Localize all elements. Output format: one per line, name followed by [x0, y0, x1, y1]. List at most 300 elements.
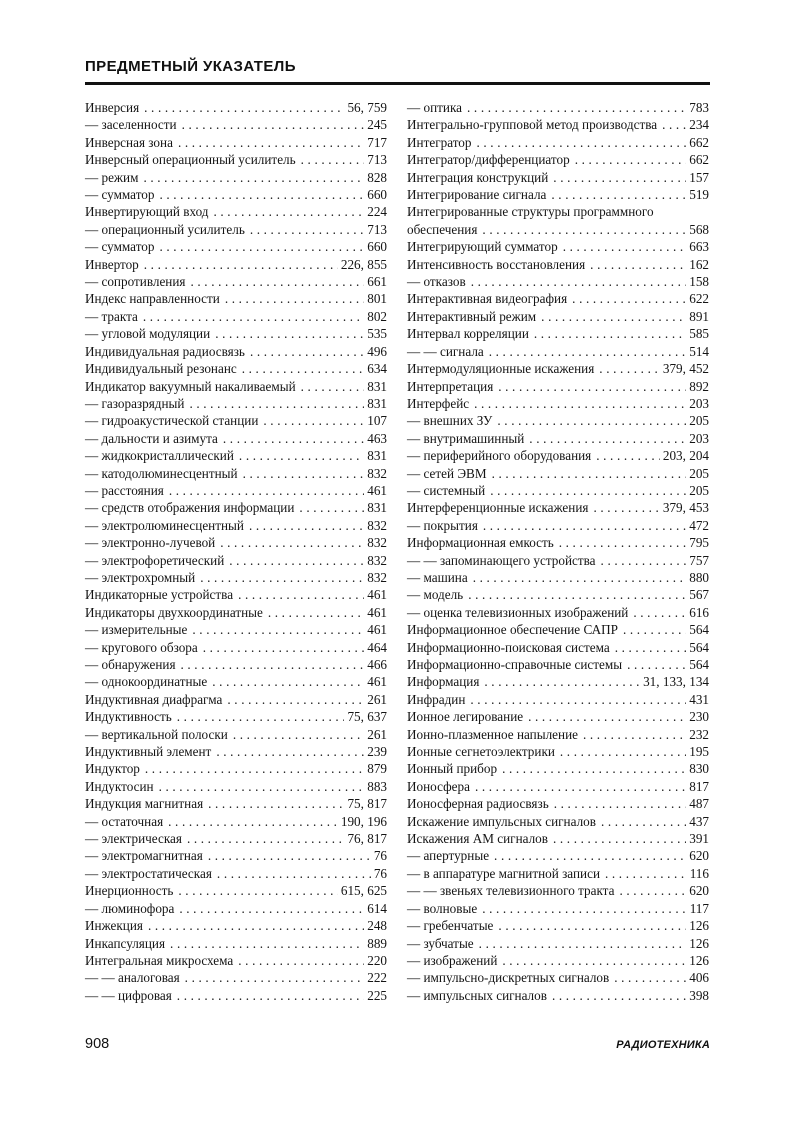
- index-entry: [85, 256, 387, 273]
- entry-label: Инверсная зона: [85, 134, 173, 150]
- index-entry: [85, 969, 387, 986]
- index-entry: [407, 569, 709, 586]
- page-ref: 406: [689, 970, 709, 986]
- index-entry: [407, 847, 709, 864]
- dot-leader: [227, 691, 364, 708]
- entry-label: — средств отображения информации: [85, 500, 295, 516]
- page-ref: 660: [367, 187, 387, 203]
- index-entry: [407, 430, 709, 447]
- index-entry: [407, 900, 709, 917]
- page-ref: 514: [689, 343, 709, 359]
- index-entry: [407, 639, 709, 656]
- dot-leader: [238, 952, 364, 969]
- dot-leader: [475, 778, 686, 795]
- index-entry: [407, 830, 709, 847]
- page-ref: 660: [367, 239, 387, 255]
- page-ref: 622: [689, 291, 709, 307]
- dot-leader: [529, 430, 686, 447]
- index-entry: [85, 203, 387, 220]
- index-entry: [407, 935, 709, 952]
- dot-leader: [479, 935, 687, 952]
- index-column-right: [407, 99, 709, 1004]
- entry-label: — электрофоретический: [85, 552, 225, 568]
- index-entry: [407, 343, 709, 360]
- entry-label: — дальности и азимута: [85, 430, 218, 446]
- dot-leader: [490, 482, 686, 499]
- dot-leader: [268, 604, 364, 621]
- page-ref: 205: [689, 413, 709, 429]
- index-entry: [407, 987, 709, 1004]
- dot-leader: [627, 656, 686, 673]
- entry-label: — сопротивления: [85, 274, 186, 290]
- entry-label: — однокоординатные: [85, 674, 208, 690]
- page-ref: 463: [367, 430, 387, 446]
- page-ref: 239: [367, 744, 387, 760]
- entry-label: Индуктивная диафрагма: [85, 691, 223, 707]
- page-ref: 126: [689, 935, 709, 951]
- page-ref: 891: [689, 308, 709, 324]
- index-entry: [85, 395, 387, 412]
- dot-leader: [216, 743, 364, 760]
- entry-label: Инвертирующий вход: [85, 204, 209, 220]
- index-entry: [85, 465, 387, 482]
- index-entry: [407, 290, 709, 307]
- page-ref: 832: [367, 552, 387, 568]
- dot-leader: [181, 656, 365, 673]
- dot-leader: [552, 987, 686, 1004]
- entry-label: — периферийного оборудования: [407, 448, 592, 464]
- page-ref: 461: [367, 482, 387, 498]
- dot-leader: [238, 586, 364, 603]
- entry-label: Ионно-плазменное напыление: [407, 726, 579, 742]
- dot-leader: [250, 343, 364, 360]
- entry-label: Интегратор/дифференциатор: [407, 152, 570, 168]
- index-entry: [407, 465, 709, 482]
- dot-leader: [217, 865, 371, 882]
- entry-label: Информационно-справочные системы: [407, 657, 623, 672]
- page-ref: 379, 453: [662, 500, 709, 516]
- dot-leader: [534, 325, 686, 342]
- page-ref: 31, 133, 134: [643, 674, 709, 690]
- entry-label: Ионные сегнетоэлектрики: [407, 744, 555, 760]
- dot-leader: [492, 465, 687, 482]
- index-entry: [407, 395, 709, 412]
- index-entry: [407, 134, 709, 151]
- dot-leader: [614, 969, 686, 986]
- entry-label: — — цифровая: [85, 987, 172, 1003]
- page-ref: 225: [367, 987, 387, 1003]
- page-title: ПРЕДМЕТНЫЙ УКАЗАТЕЛЬ: [85, 58, 296, 75]
- index-entry: [85, 795, 387, 812]
- entry-label: Ионное легирование: [407, 709, 524, 725]
- dot-leader: [471, 273, 687, 290]
- page-ref: 832: [367, 569, 387, 585]
- page-ref: 222: [367, 970, 387, 986]
- index-entry: [85, 743, 387, 760]
- dot-leader: [563, 238, 687, 255]
- entry-label: Индивидуальный резонанс: [85, 361, 237, 377]
- index-entry: [85, 273, 387, 290]
- dot-leader: [497, 412, 686, 429]
- index-entry: [85, 360, 387, 377]
- dot-leader: [185, 969, 365, 986]
- dot-leader: [498, 378, 686, 395]
- entry-label: Интегрирование сигнала: [407, 187, 547, 203]
- entry-label: Индивидуальная радиосвязь: [85, 343, 245, 359]
- entry-label: — — сигнала: [407, 343, 484, 359]
- dot-leader: [179, 900, 364, 917]
- entry-label: Интерактивная видеография: [407, 291, 568, 307]
- page-ref: 107: [367, 413, 387, 429]
- page-ref: 203: [689, 395, 709, 411]
- index-entry: [407, 673, 709, 690]
- dot-leader: [470, 691, 686, 708]
- dot-leader: [225, 290, 364, 307]
- index-entry: [85, 656, 387, 673]
- dot-leader: [482, 900, 686, 917]
- dot-leader: [560, 743, 686, 760]
- entry-label: — апертурные: [407, 848, 490, 864]
- dot-leader: [242, 360, 364, 377]
- index-entry: [85, 430, 387, 447]
- dot-leader: [468, 586, 686, 603]
- entry-label: — электромагнитная: [85, 848, 203, 864]
- entry-label: — газоразрядный: [85, 395, 185, 411]
- page-ref: 162: [689, 256, 709, 272]
- page-ref: 662: [689, 152, 709, 168]
- page-ref: 461: [367, 674, 387, 690]
- entry-label: — остаточная: [85, 813, 164, 829]
- index-entry: [407, 203, 709, 220]
- entry-label: — электронно-лучевой: [85, 535, 216, 551]
- dot-leader: [498, 917, 686, 934]
- dot-leader: [178, 882, 337, 899]
- index-entry: [407, 360, 709, 377]
- index-entry: [407, 708, 709, 725]
- dot-leader: [605, 865, 687, 882]
- page-ref: 230: [689, 709, 709, 725]
- entry-label: Индикаторы двухкоординатные: [85, 604, 263, 620]
- index-entry: [407, 813, 709, 830]
- index-entry: [85, 221, 387, 238]
- dot-leader: [192, 621, 364, 638]
- page-ref: 564: [689, 639, 709, 655]
- entry-label: Интегратор: [407, 134, 472, 150]
- page-ref: 379, 452: [662, 361, 709, 377]
- entry-label: — модель: [407, 587, 464, 603]
- dot-leader: [662, 116, 686, 133]
- entry-label: — зубчатые: [407, 935, 474, 951]
- index-entry: [85, 186, 387, 203]
- dot-leader: [250, 221, 364, 238]
- entry-label: Индуктор: [85, 761, 140, 777]
- entry-label: — катодолюминесцентный: [85, 465, 238, 481]
- dot-leader: [233, 726, 364, 743]
- dot-leader: [601, 552, 687, 569]
- index-entry: [85, 378, 387, 395]
- index-entry: [85, 987, 387, 1004]
- page-ref: 496: [367, 343, 387, 359]
- page-ref: 801: [367, 291, 387, 307]
- page-ref: 466: [367, 657, 387, 672]
- page-ref: 817: [689, 778, 709, 794]
- index-entry: [85, 935, 387, 952]
- entry-label: Инверсный операционный усилитель: [85, 152, 296, 168]
- index-entry: [85, 151, 387, 168]
- dot-leader: [144, 99, 344, 116]
- index-entry: [85, 621, 387, 638]
- entry-label: Интенсивность восстановления: [407, 256, 586, 272]
- index-entry: [407, 151, 709, 168]
- dot-leader: [559, 534, 686, 551]
- index-entry: [85, 830, 387, 847]
- dot-leader: [249, 517, 364, 534]
- dot-leader: [623, 621, 686, 638]
- entry-label: Инерционность: [85, 883, 174, 899]
- running-title: РАДИОТЕХНИКА: [616, 1039, 710, 1051]
- index-entry: [407, 621, 709, 638]
- index-entry: [85, 882, 387, 899]
- index-entry: [85, 604, 387, 621]
- index-columns: [85, 99, 710, 1004]
- dot-leader: [473, 569, 687, 586]
- dot-leader: [484, 673, 640, 690]
- dot-leader: [148, 917, 364, 934]
- dot-leader: [551, 186, 686, 203]
- page-ref: 795: [689, 535, 709, 551]
- page-ref: 245: [367, 117, 387, 133]
- index-entry: [407, 499, 709, 516]
- page-ref: 158: [689, 274, 709, 290]
- dot-leader: [494, 847, 686, 864]
- index-entry: [85, 308, 387, 325]
- entry-label: — покрытия: [407, 517, 478, 533]
- page-ref: 757: [689, 552, 709, 568]
- page-ref: 76: [373, 865, 387, 881]
- page-ref: 783: [689, 100, 709, 115]
- entry-label: — гидроакустической станции: [85, 413, 259, 429]
- index-entry: [407, 969, 709, 986]
- page-ref: 248: [367, 918, 387, 934]
- entry-label: — — аналоговая: [85, 970, 180, 986]
- index-entry: [85, 865, 387, 882]
- index-entry: [407, 865, 709, 882]
- entry-label: — машина: [407, 569, 468, 585]
- page-ref: 195: [689, 744, 709, 760]
- index-entry: [407, 552, 709, 569]
- dot-leader: [633, 604, 686, 621]
- page-ref: 126: [689, 918, 709, 934]
- entry-label: — обнаружения: [85, 657, 176, 672]
- index-entry: [85, 499, 387, 516]
- dot-leader: [189, 395, 364, 412]
- entry-label: — импульсных сигналов: [407, 987, 547, 1003]
- index-entry: [407, 656, 709, 673]
- dot-leader: [223, 430, 364, 447]
- page-ref: 713: [367, 152, 387, 168]
- entry-label: — вертикальной полоски: [85, 726, 228, 742]
- entry-label: — в аппаратуре магнитной записи: [407, 865, 601, 881]
- page-ref: 261: [367, 691, 387, 707]
- dot-leader: [145, 760, 364, 777]
- entry-label: — отказов: [407, 274, 466, 290]
- page-ref: 464: [367, 639, 387, 655]
- heading-rule: [85, 82, 710, 85]
- entry-label: Индикаторные устройства: [85, 587, 234, 603]
- entry-label: Индикатор вакуумный накаливаемый: [85, 378, 296, 394]
- entry-label: Интервал корреляции: [407, 326, 529, 342]
- page-ref: 567: [689, 587, 709, 603]
- page-ref: 76, 817: [347, 831, 387, 847]
- entry-label: Информационная емкость: [407, 535, 554, 551]
- index-entry: [85, 343, 387, 360]
- index-entry: [85, 238, 387, 255]
- page-ref: 634: [367, 361, 387, 377]
- index-entry: [407, 534, 709, 551]
- entry-label: — оценка телевизионных изображений: [407, 604, 629, 620]
- entry-label: — изображений: [407, 952, 498, 968]
- page-ref: 126: [689, 952, 709, 968]
- dot-leader: [601, 813, 686, 830]
- page-ref: 880: [689, 569, 709, 585]
- page-ref: 56, 759: [347, 100, 387, 115]
- dot-leader: [596, 447, 660, 464]
- page-ref: 614: [367, 900, 387, 916]
- page-ref: 232: [689, 726, 709, 742]
- index-entry: [407, 778, 709, 795]
- page-ref: 616: [689, 604, 709, 620]
- dot-leader: [467, 99, 686, 116]
- dot-leader: [477, 134, 687, 151]
- index-entry: [85, 325, 387, 342]
- page-ref: 220: [367, 952, 387, 968]
- dot-leader: [590, 256, 686, 273]
- index-entry: [85, 99, 387, 116]
- index-entry: [407, 482, 709, 499]
- entry-label: — импульсно-дискретных сигналов: [407, 970, 610, 986]
- index-entry: [85, 900, 387, 917]
- page-ref: 663: [689, 239, 709, 255]
- entry-label: Инжекция: [85, 918, 143, 934]
- dot-leader: [143, 169, 364, 186]
- page-ref: 564: [689, 657, 709, 672]
- page-ref: 190, 196: [340, 813, 387, 829]
- entry-label: — оптика: [407, 100, 463, 115]
- entry-label: Интерфейс: [407, 395, 470, 411]
- index-entry: [407, 116, 709, 133]
- index-entry: [407, 795, 709, 812]
- page-ref: 234: [689, 117, 709, 133]
- index-entry: [407, 760, 709, 777]
- dot-leader: [178, 134, 364, 151]
- page-ref: 568: [689, 221, 709, 237]
- index-entry: [85, 673, 387, 690]
- dot-leader: [615, 639, 687, 656]
- page-ref: 831: [367, 378, 387, 394]
- page-ref: 261: [367, 726, 387, 742]
- entry-label: Инвертор: [85, 256, 139, 272]
- dot-leader: [583, 726, 686, 743]
- index-entry: [85, 169, 387, 186]
- entry-label: Ионосфера: [407, 778, 470, 794]
- dot-leader: [170, 935, 364, 952]
- entry-label: — внутримашинный: [407, 430, 525, 446]
- entry-label: Интегрально-групповой метод производства: [407, 117, 658, 133]
- index-column-left: [85, 99, 387, 1004]
- entry-label: — электростатическая: [85, 865, 212, 881]
- page-ref: 519: [689, 187, 709, 203]
- page-ref: 620: [689, 848, 709, 864]
- index-entry: [85, 726, 387, 743]
- entry-label: — измерительные: [85, 622, 188, 638]
- page-ref: 662: [689, 134, 709, 150]
- index-entry: [85, 134, 387, 151]
- entry-label: Интерактивный режим: [407, 308, 537, 324]
- dot-leader: [229, 552, 364, 569]
- entry-label: Индукция магнитная: [85, 796, 204, 812]
- index-entry: [85, 534, 387, 551]
- dot-leader: [619, 882, 686, 899]
- index-entry: [85, 847, 387, 864]
- entry-label: — сетей ЭВМ: [407, 465, 487, 481]
- dot-leader: [553, 169, 686, 186]
- dot-leader: [528, 708, 686, 725]
- entry-label: — режим: [85, 169, 139, 185]
- page-ref: 205: [689, 482, 709, 498]
- dot-leader: [200, 569, 364, 586]
- entry-label: — угловой модуляции: [85, 326, 211, 342]
- index-entry: [85, 760, 387, 777]
- dot-leader: [489, 343, 686, 360]
- page-ref: 892: [689, 378, 709, 394]
- entry-label: обеспечения: [407, 221, 478, 237]
- entry-label: Информационное обеспечение САПР: [407, 622, 618, 638]
- dot-leader: [474, 395, 686, 412]
- page-ref: 832: [367, 517, 387, 533]
- dot-leader: [572, 290, 686, 307]
- page-ref: 391: [689, 831, 709, 847]
- dot-leader: [159, 238, 364, 255]
- page-ref: 226, 855: [340, 256, 387, 272]
- index-entry: [407, 238, 709, 255]
- index-entry: [407, 256, 709, 273]
- entry-label: — волновые: [407, 900, 478, 916]
- index-entry: [85, 813, 387, 830]
- dot-leader: [214, 203, 365, 220]
- index-entry: [407, 378, 709, 395]
- entry-label: Индуктивность: [85, 709, 172, 725]
- index-entry: [407, 447, 709, 464]
- dot-leader: [301, 378, 365, 395]
- dot-leader: [239, 447, 364, 464]
- index-entry: [407, 917, 709, 934]
- entry-label: Искажения АМ сигналов: [407, 831, 548, 847]
- entry-label: Индуктосин: [85, 778, 154, 794]
- entry-label: Интегральная микросхема: [85, 952, 234, 968]
- dot-leader: [159, 186, 364, 203]
- entry-label: Инверсия: [85, 100, 140, 115]
- index-entry: [85, 586, 387, 603]
- page-ref: 615, 625: [340, 883, 387, 899]
- index-entry: [85, 447, 387, 464]
- page-ref: 157: [689, 169, 709, 185]
- entry-label: — гребенчатые: [407, 918, 494, 934]
- dot-leader: [301, 151, 365, 168]
- dot-leader: [482, 221, 686, 238]
- entry-label: — электролюминесцентный: [85, 517, 244, 533]
- index-entry: [407, 169, 709, 186]
- entry-label: Интеграция конструкций: [407, 169, 549, 185]
